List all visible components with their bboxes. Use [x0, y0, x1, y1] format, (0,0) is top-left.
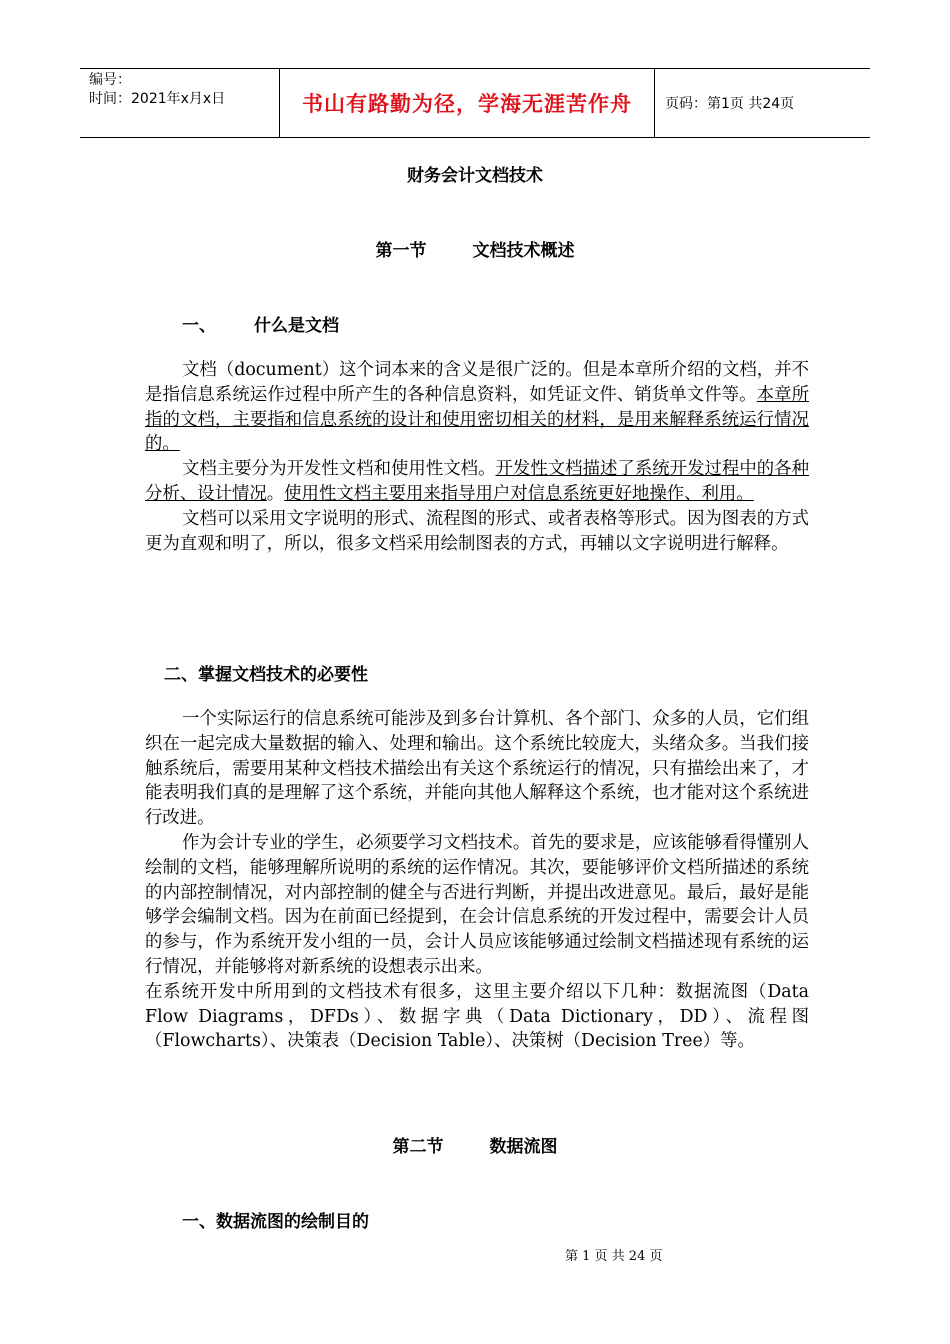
paragraph-6: 在系统开发中所用到的文档技术有很多，这里主要介绍以下几种：数据流图（Data Flow Diagrams，DFDs）、数据字典（Data Dictionary，DD）、流程图（Flowcharts）、决策表（Decision Table）、决策树（Decision Tree）等。	[145, 981, 809, 1052]
heading-number: 一、	[182, 316, 216, 336]
underlined-text: 开发性文档描述了系统开发过程中的各种分析、设计情况	[145, 459, 809, 504]
section1-number: 第一节	[375, 241, 427, 261]
underlined-text: 使用性文档主要用来指导用户对信息系统更好地操作、利用。	[284, 483, 754, 504]
page-header	[80, 68, 870, 138]
section2-heading	[0, 1132, 950, 1157]
paragraph-2: 文档主要分为开发性文档和使用性文档。开发性文档描述了系统开发过程中的各种分析、设计情况。使用性文档主要用来指导用户对信息系统更好地操作、利用。	[145, 459, 809, 504]
time-label: 时间：2021年x月x日	[89, 91, 226, 107]
paragraph-4: 一个实际运行的信息系统可能涉及到多台计算机、各个部门、众多的人员，它们组织在一起完成大量数据的输入、处理和输出。这个系统比较庞大，头绪众多。当我们接触系统后，需要用某种文档技术描绘出有关这个系统运行的情况，只有描绘出来了，才能表明我们真的是理解了这个系统，并能向其他人解释这个系统，也才能对这个系统进行改进。	[145, 709, 809, 829]
heading-necessity: 二、掌握文档技术的必要性	[164, 665, 368, 685]
page-footer: 第 1 页 共 24 页	[565, 1249, 663, 1264]
heading-dfd-purpose: 一、数据流图的绘制目的	[182, 1212, 369, 1232]
header-meta	[80, 69, 280, 137]
section1-title: 文档技术概述	[472, 241, 575, 261]
section1-heading	[0, 236, 950, 261]
section2-number: 第二节	[392, 1137, 444, 1157]
section2-title: 数据流图	[489, 1137, 558, 1157]
document-title: 财务会计文档技术	[407, 166, 543, 186]
header-motto: 书山有路勤为径，学海无涯苦作舟	[280, 69, 655, 137]
paragraph-3: 文档可以采用文字说明的形式、流程图的形式、或者表格等形式。因为图表的方式更为直观和明了，所以，很多文档采用绘制图表的方式，再辅以文字说明进行解释。	[145, 508, 809, 554]
number-label: 编号：	[89, 72, 131, 88]
heading-what-is-document	[182, 311, 339, 336]
heading-text: 什么是文档	[254, 316, 339, 336]
section1-body-2	[145, 707, 809, 1054]
underlined-text: 本章所指的文档，主要指和信息系统的设计和使用密切相关的材料，是用来解释系统运行情况的。	[145, 384, 809, 455]
section1-body	[145, 358, 809, 556]
header-page-info: 页码：第1页 共24页	[665, 96, 795, 112]
paragraph-1: 文档（document）这个词本来的含义是很广泛的。但是本章所介绍的文档，并不是指信息系统运作过程中所产生的各种信息资料，如凭证文件、销货单文件等。本章所指的文档，主要指和信息系统的设计和使用密切相关的材料，是用来解释系统运行情况的。	[145, 360, 809, 455]
paragraph-5: 作为会计专业的学生，必须要学习文档技术。首先的要求是，应该能够看得懂别人绘制的文档，能够理解所说明的系统的运作情况。其次，要能够评价文档所描述的系统的内部控制情况，对内部控制的健全与否进行判断，并提出改进意见。最后，最好是能够学会编制文档。因为在前面已经提到，在会计信息系统的开发过程中，需要会计人员的参与，作为系统开发小组的一员，会计人员应该能够通过绘制文档描述现有系统的运行情况，并能够将对新系统的设想表示出来。	[145, 832, 809, 977]
